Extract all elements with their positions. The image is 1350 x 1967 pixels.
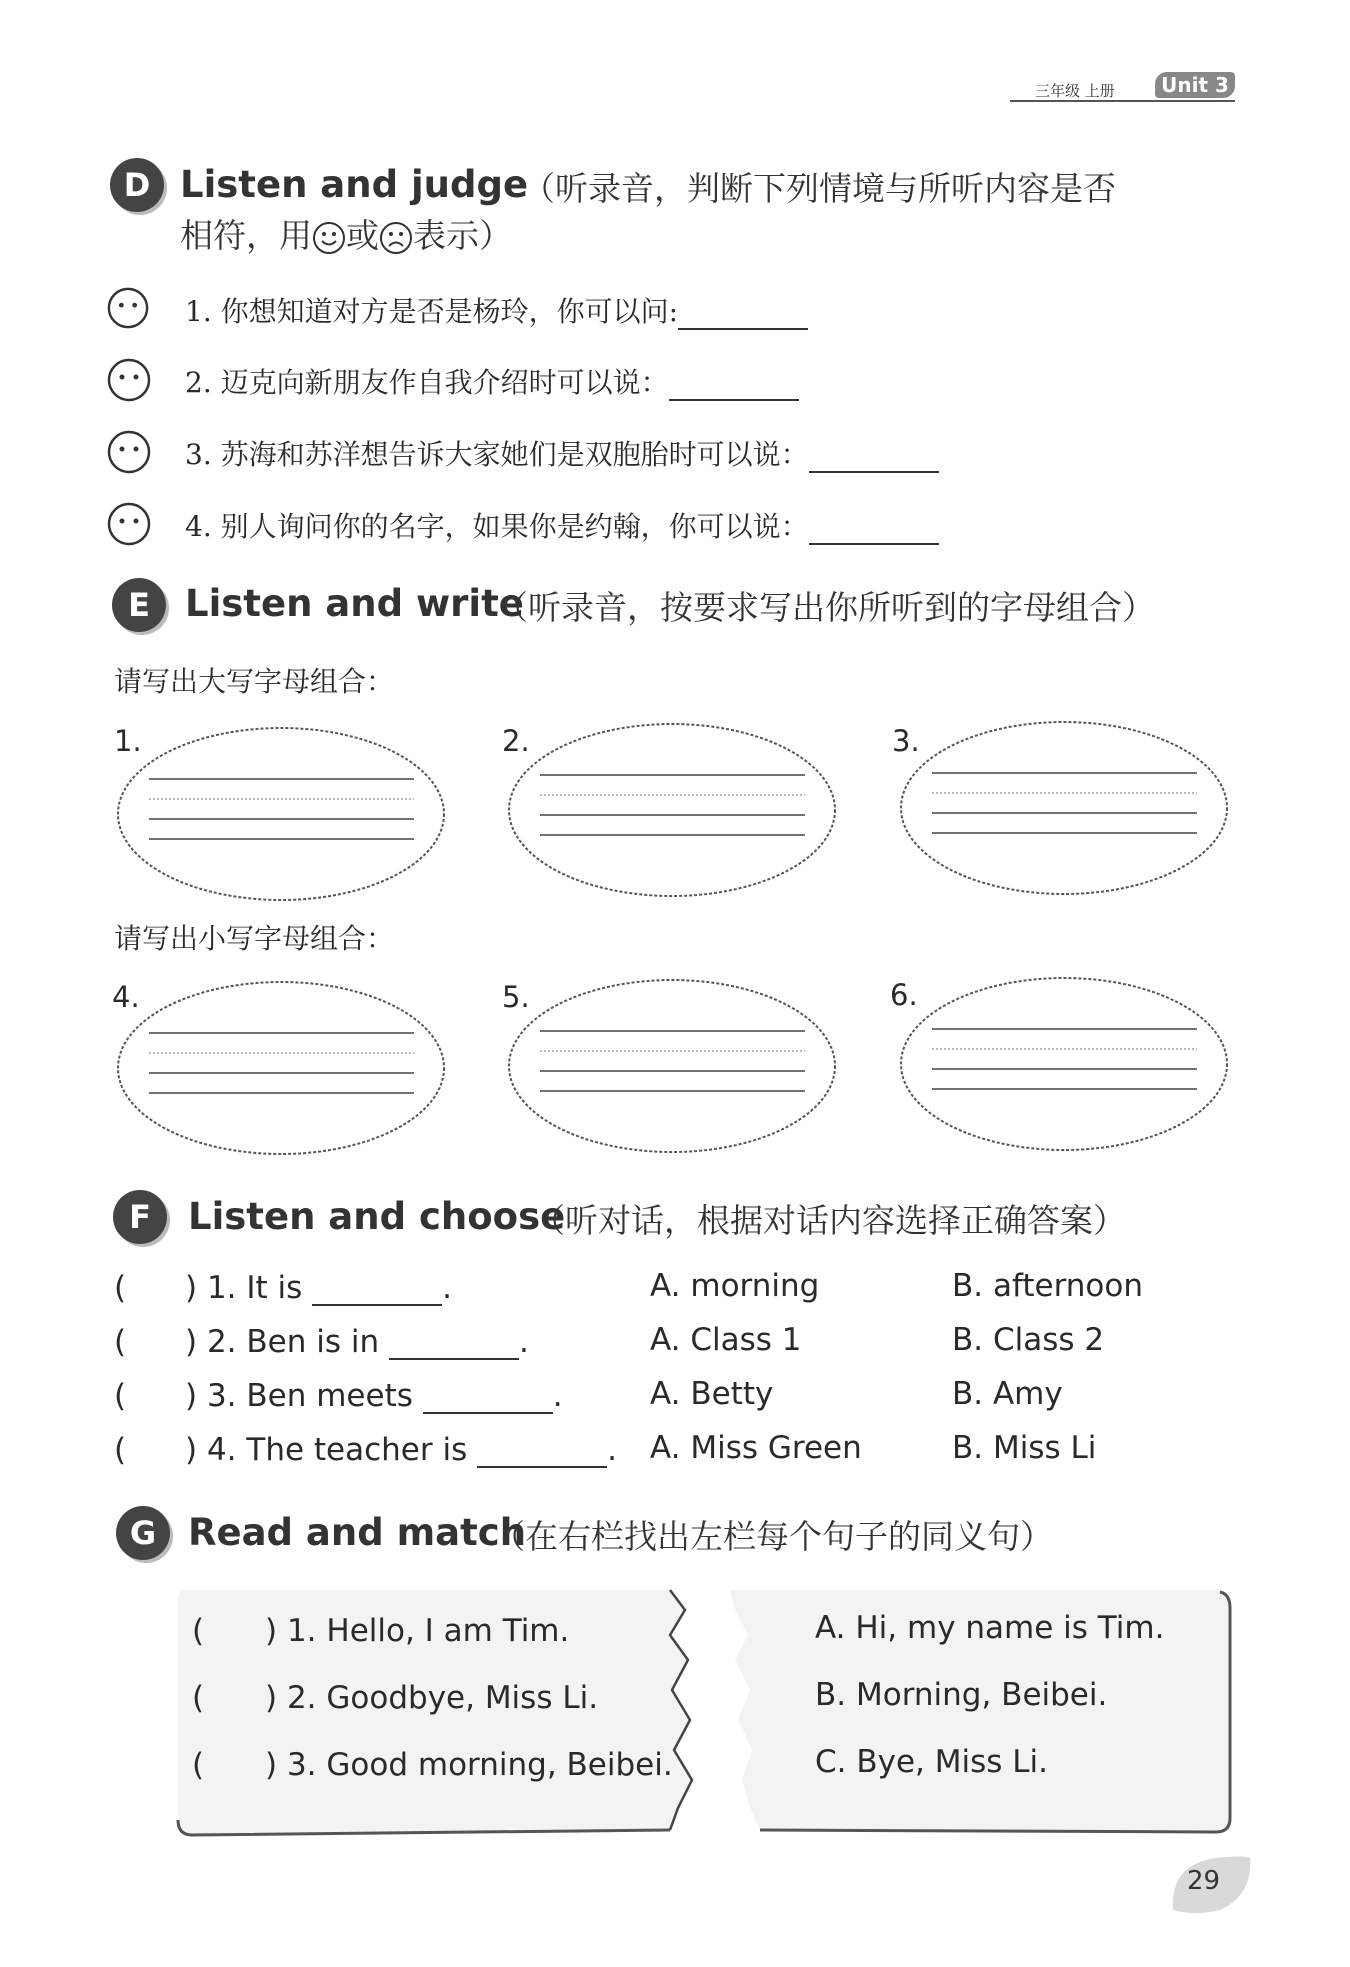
option-a[interactable]: A. Class 1	[650, 1322, 802, 1358]
open-paren[interactable]: (	[192, 1747, 205, 1783]
writing-ellipse-4[interactable]	[114, 978, 449, 1158]
answer-blank[interactable]	[809, 443, 939, 473]
sad-face-icon	[379, 221, 413, 255]
smile-face-icon	[312, 221, 346, 255]
blank-face-icon	[106, 501, 152, 547]
writing-ellipse-6[interactable]	[897, 974, 1232, 1154]
judge-face-2[interactable]	[106, 357, 152, 407]
item-text: 3. 苏海和苏洋想告诉大家她们是双胞胎时可以说：	[185, 438, 809, 471]
match-right-item: C. Bye, Miss Li.	[815, 1744, 1048, 1780]
desc-text: 相符，用	[180, 216, 312, 255]
option-a[interactable]: A. Miss Green	[650, 1430, 862, 1466]
ellipse-number: 6.	[890, 978, 918, 1012]
answer-blank[interactable]	[678, 300, 808, 330]
section-d-title: Listen and judge	[180, 163, 529, 206]
section-e-desc: （听录音，按要求写出你所听到的字母组合）	[495, 588, 1155, 627]
match-left-item: ) 3. Good morning, Beibei.	[265, 1747, 673, 1783]
list-item	[185, 433, 939, 473]
writing-ellipse-3[interactable]	[897, 718, 1232, 898]
ellipse-number: 4.	[112, 980, 140, 1014]
section-g-badge: G	[116, 1506, 170, 1560]
answer-blank[interactable]	[477, 1438, 607, 1468]
list-item	[185, 361, 799, 401]
grade-label: 三年级 上册	[1035, 82, 1115, 100]
answer-blank[interactable]	[423, 1384, 553, 1414]
open-paren[interactable]: (	[114, 1324, 127, 1360]
judge-face-4[interactable]	[106, 501, 152, 551]
section-e-title: Listen and write	[185, 582, 524, 625]
writing-ellipse-5[interactable]	[505, 976, 840, 1156]
open-paren[interactable]: (	[114, 1378, 127, 1414]
ellipse-number: 3.	[892, 724, 920, 758]
blank-face-icon	[106, 429, 152, 475]
answer-blank[interactable]	[669, 371, 799, 401]
ellipse-number: 1.	[114, 724, 142, 758]
open-paren[interactable]: (	[192, 1680, 205, 1716]
section-g-desc: （在右栏找出左栏每个句子的同义句）	[492, 1517, 1053, 1556]
judge-face-3[interactable]	[106, 429, 152, 479]
item-text: 4. 别人询问你的名字，如果你是约翰，你可以说：	[185, 510, 809, 543]
answer-blank[interactable]	[312, 1276, 442, 1306]
desc-text: 表示）	[413, 216, 512, 255]
match-left-item: ) 2. Goodbye, Miss Li.	[265, 1680, 599, 1716]
section-d-badge: D	[110, 158, 164, 212]
option-a[interactable]: A. morning	[650, 1268, 820, 1304]
match-right-item: A. Hi, my name is Tim.	[815, 1610, 1165, 1646]
writing-ellipse-1[interactable]	[114, 724, 449, 904]
blank-face-icon	[106, 357, 152, 403]
list-item	[185, 290, 808, 330]
ellipse-number: 2.	[502, 724, 530, 758]
answer-blank[interactable]	[389, 1330, 519, 1360]
item-text: 2. 迈克向新朋友作自我介绍时可以说：	[185, 366, 669, 399]
question-row: ) 3. Ben meets .	[185, 1378, 563, 1414]
question-row: ) 4. The teacher is .	[185, 1432, 617, 1468]
question-row: ) 1. It is .	[185, 1270, 453, 1306]
lowercase-label: 请写出小写字母组合：	[114, 922, 395, 955]
section-e-badge: E	[112, 578, 166, 632]
writing-ellipse-2[interactable]	[505, 720, 840, 900]
option-a[interactable]: A. Betty	[650, 1376, 774, 1412]
section-d-desc-line2	[180, 210, 512, 257]
open-paren[interactable]: (	[114, 1270, 127, 1306]
open-paren[interactable]: (	[192, 1613, 205, 1649]
list-item	[185, 505, 939, 545]
question-text: ) 4. The teacher is	[185, 1432, 468, 1468]
section-d-desc: （听录音，判断下列情境与所听内容是否	[522, 169, 1116, 208]
uppercase-label: 请写出大写字母组合：	[114, 665, 395, 698]
blank-face-icon	[106, 286, 150, 330]
answer-blank[interactable]	[809, 515, 939, 545]
match-right-item: B. Morning, Beibei.	[815, 1677, 1108, 1713]
unit-tab: Unit 3	[1155, 72, 1235, 98]
question-row: ) 2. Ben is in .	[185, 1324, 529, 1360]
option-b[interactable]: B. Class 2	[952, 1322, 1105, 1358]
open-paren[interactable]: (	[114, 1432, 127, 1468]
page-number: 29	[1187, 1866, 1221, 1896]
desc-text: 或	[346, 216, 379, 255]
option-b[interactable]: B. Miss Li	[952, 1430, 1097, 1466]
option-b[interactable]: B. Amy	[952, 1376, 1063, 1412]
ellipse-number: 5.	[502, 980, 530, 1014]
judge-face-1[interactable]	[106, 286, 150, 334]
section-f-badge: F	[113, 1190, 167, 1244]
question-text: ) 1. It is	[185, 1270, 303, 1306]
section-g-title: Read and match	[188, 1511, 527, 1554]
question-text: ) 3. Ben meets	[185, 1378, 413, 1414]
match-left-item: ) 1. Hello, I am Tim.	[265, 1613, 570, 1649]
question-text: ) 2. Ben is in	[185, 1324, 380, 1360]
section-f-desc: （听对话，根据对话内容选择正确答案）	[532, 1201, 1126, 1240]
option-b[interactable]: B. afternoon	[952, 1268, 1143, 1304]
section-f-title: Listen and choose	[188, 1195, 566, 1238]
item-text: 1. 你想知道对方是否是杨玲，你可以问:	[185, 295, 679, 328]
